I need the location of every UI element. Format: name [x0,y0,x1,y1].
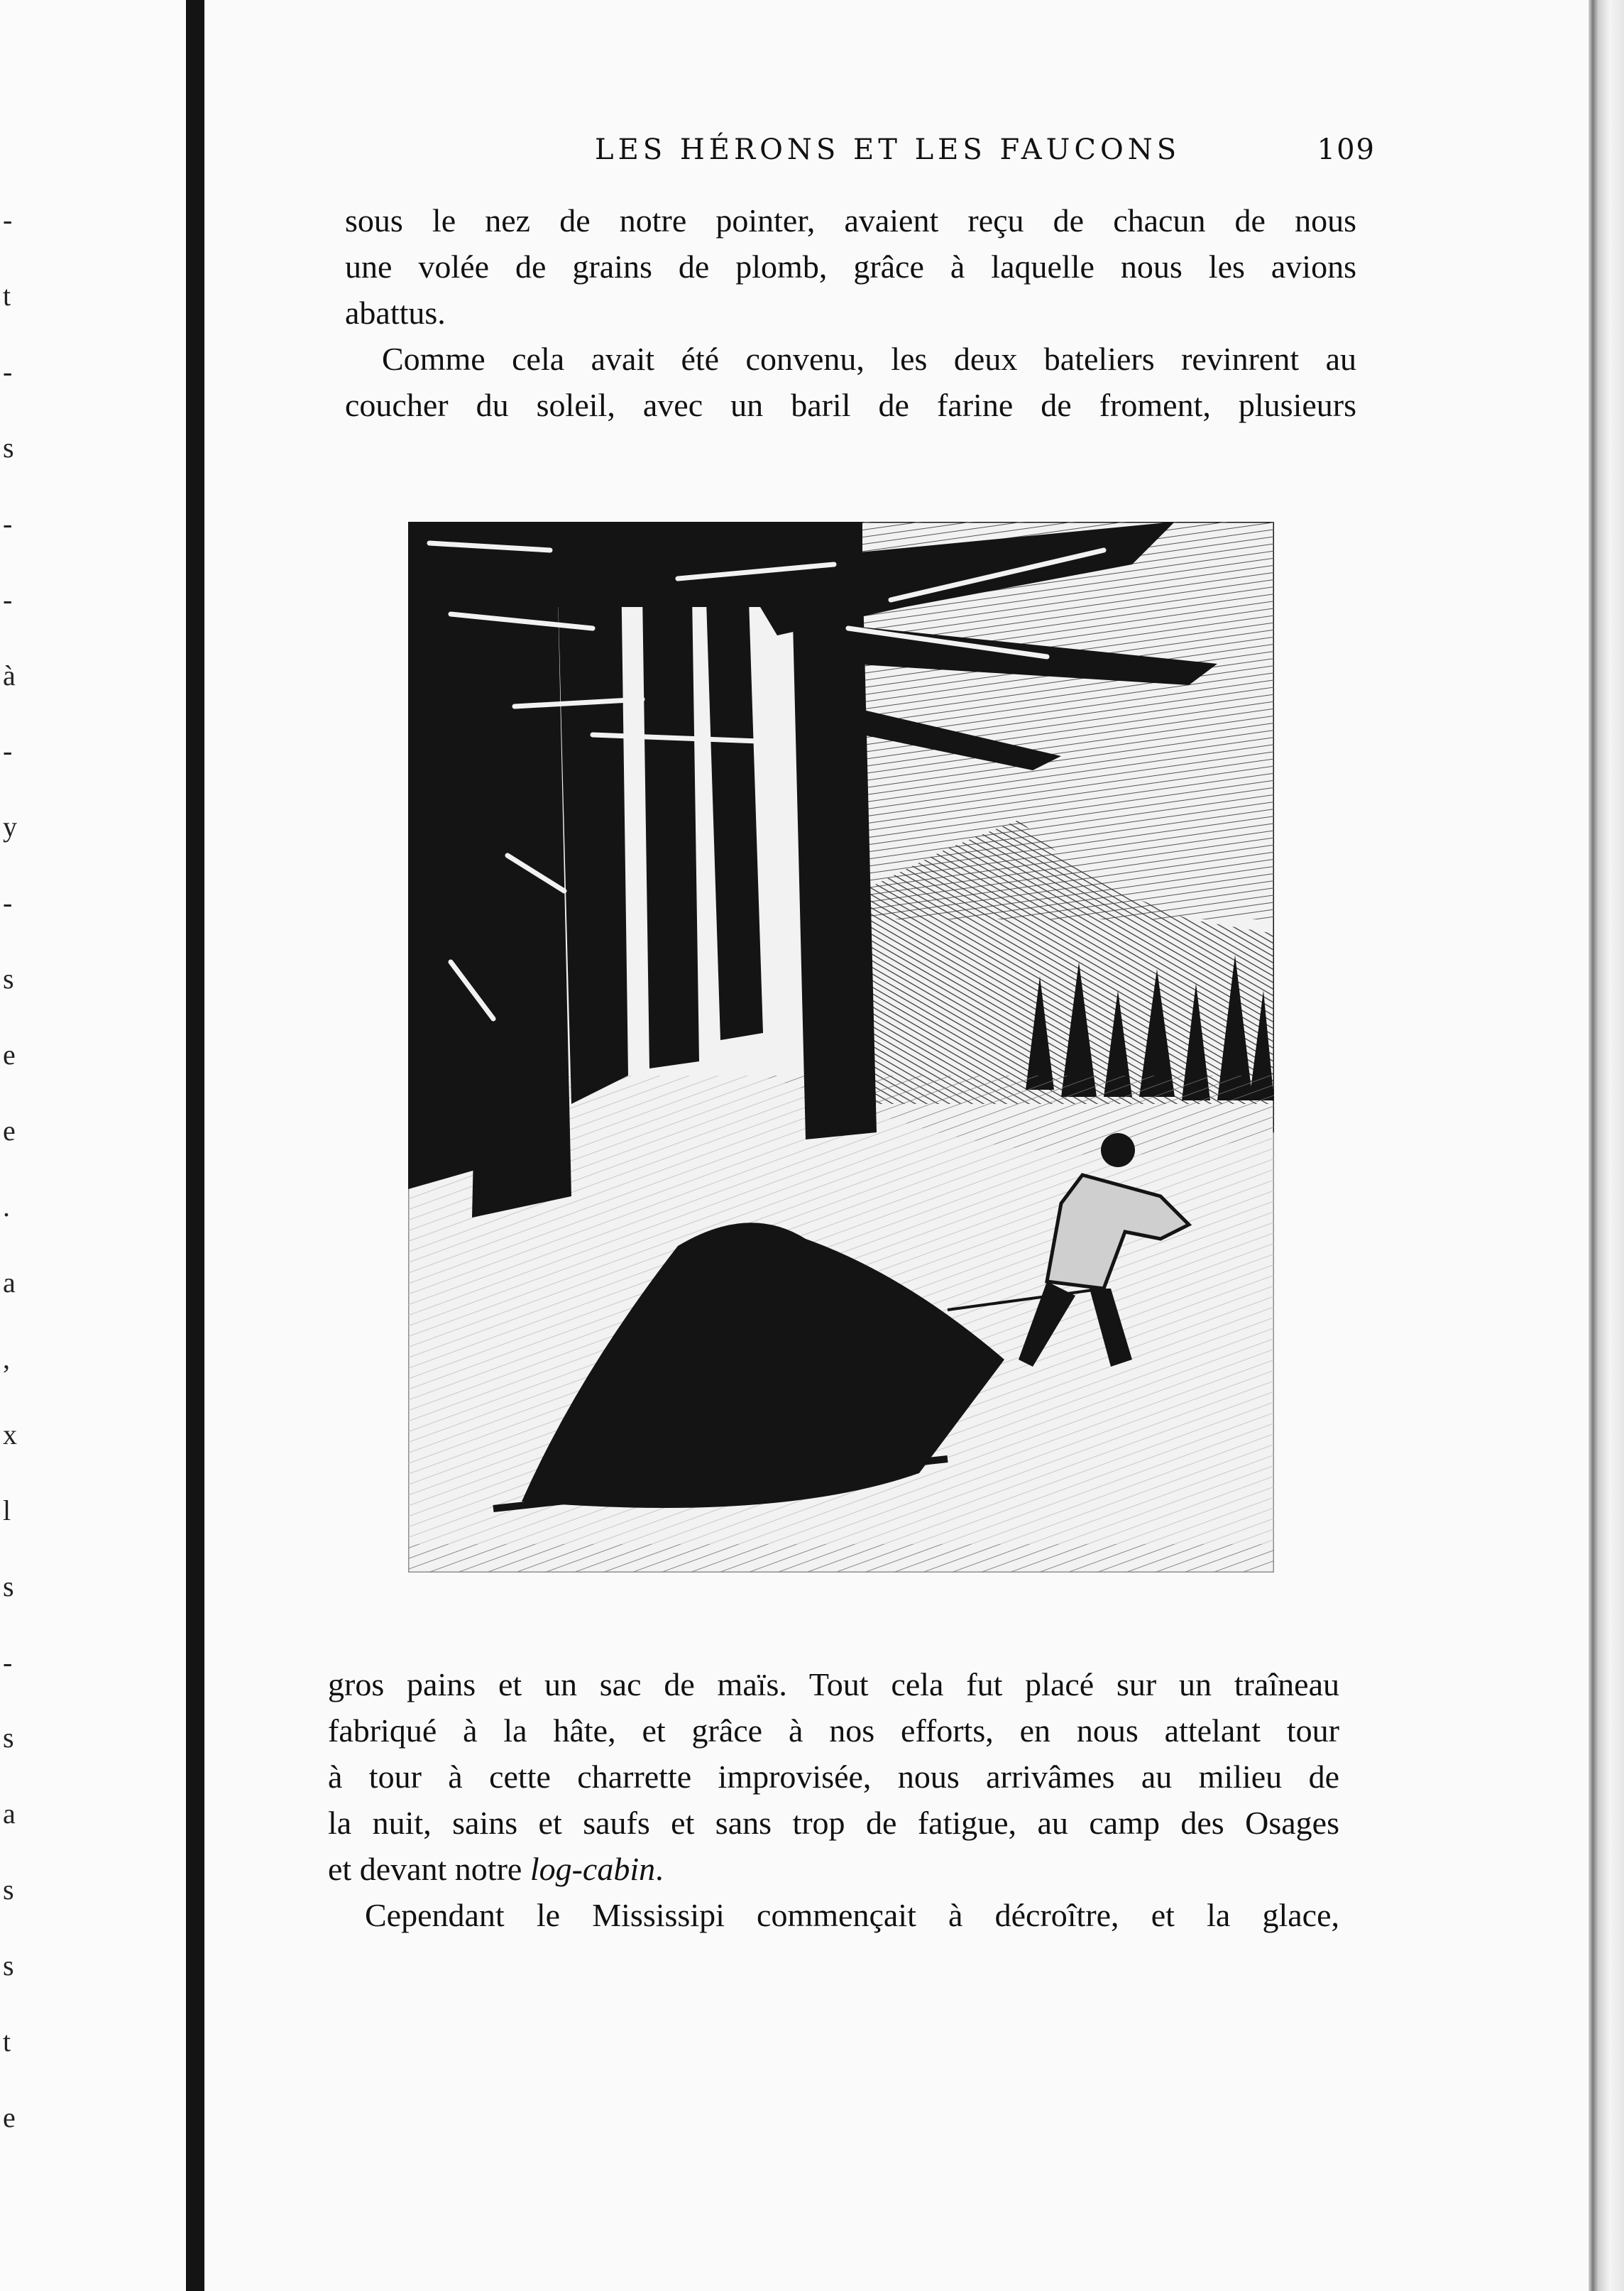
text-line: Cependant le Mississipi commençait à décroître, et la glace, [365,1897,1339,1933]
facing-page-glyph: s [3,1950,14,1982]
facing-page-glyph: s [3,1570,14,1602]
facing-page-glyph: , [3,1342,10,1374]
facing-page-glyph: a [3,1798,16,1830]
facing-page-glyph: - [3,507,13,540]
facing-page-glyph: - [3,887,13,919]
text-line: gros pains et un sac de maïs. Tout cela fut placé sur un traîneau [328,1666,1339,1702]
text-line: fabriqué à la hâte, et grâce à nos efforts, en nous attelant tour [328,1712,1339,1749]
text-line: Comme cela avait été convenu, les deux bateliers revinrent au [382,341,1356,377]
page-number: 109 [1317,133,1376,166]
engraving-illustration [408,522,1274,1573]
text-line: à tour à cette charrette improvisée, nous arrivâmes au milieu de [328,1759,1339,1795]
facing-page-glyph: s [3,431,14,464]
text-line: sous le nez de notre pointer, avaient reçu de chacun de nous [345,202,1356,239]
facing-page-glyph: s [3,1722,14,1754]
facing-page-glyph: s [3,1874,14,1906]
facing-page-glyph: e [3,2101,16,2134]
facing-page-edge [0,0,186,2291]
running-header [595,133,1376,176]
facing-page-glyph: - [3,583,13,616]
facing-page-glyph: t [3,2025,11,2058]
facing-page-glyph: s [3,963,14,995]
facing-page-glyph: y [3,811,17,843]
facing-page-glyph: - [3,355,13,388]
text-fragment: . [655,1851,664,1887]
text-line: abattus. [345,295,446,331]
facing-page-glyph: e [3,1115,16,1147]
facing-page-glyph: - [3,735,13,767]
book-gutter [186,0,204,2291]
text-line: la nuit, sains et saufs et sans trop de fatigue, au camp des Osages [328,1805,1339,1841]
facing-page-glyph: x [3,1418,17,1450]
page-edge-shadow [1589,0,1624,2291]
text-block-top [345,197,1356,428]
text-line [328,1846,1339,1892]
italic-term: log-cabin [530,1851,656,1887]
text-fragment: et devant notre [328,1851,530,1887]
facing-page-glyph: . [3,1191,10,1223]
facing-page-letters [0,0,28,2291]
facing-page-glyph: - [3,1646,13,1678]
facing-page-glyph: à [3,659,16,691]
facing-page-glyph: e [3,1039,16,1071]
running-title: LES HÉRONS ET LES FAUCONS [595,133,1181,166]
text-line: coucher du soleil, avec un baril de farine de froment, plusieurs [345,387,1356,423]
facing-page-glyph: t [3,279,11,312]
facing-page-glyph: a [3,1266,16,1298]
facing-page-glyph: - [3,204,13,236]
text-line: une volée de grains de plomb, grâce à laquelle nous les avions [345,248,1356,285]
facing-page-glyph: l [3,1494,11,1526]
text-block-bottom [328,1661,1339,1938]
